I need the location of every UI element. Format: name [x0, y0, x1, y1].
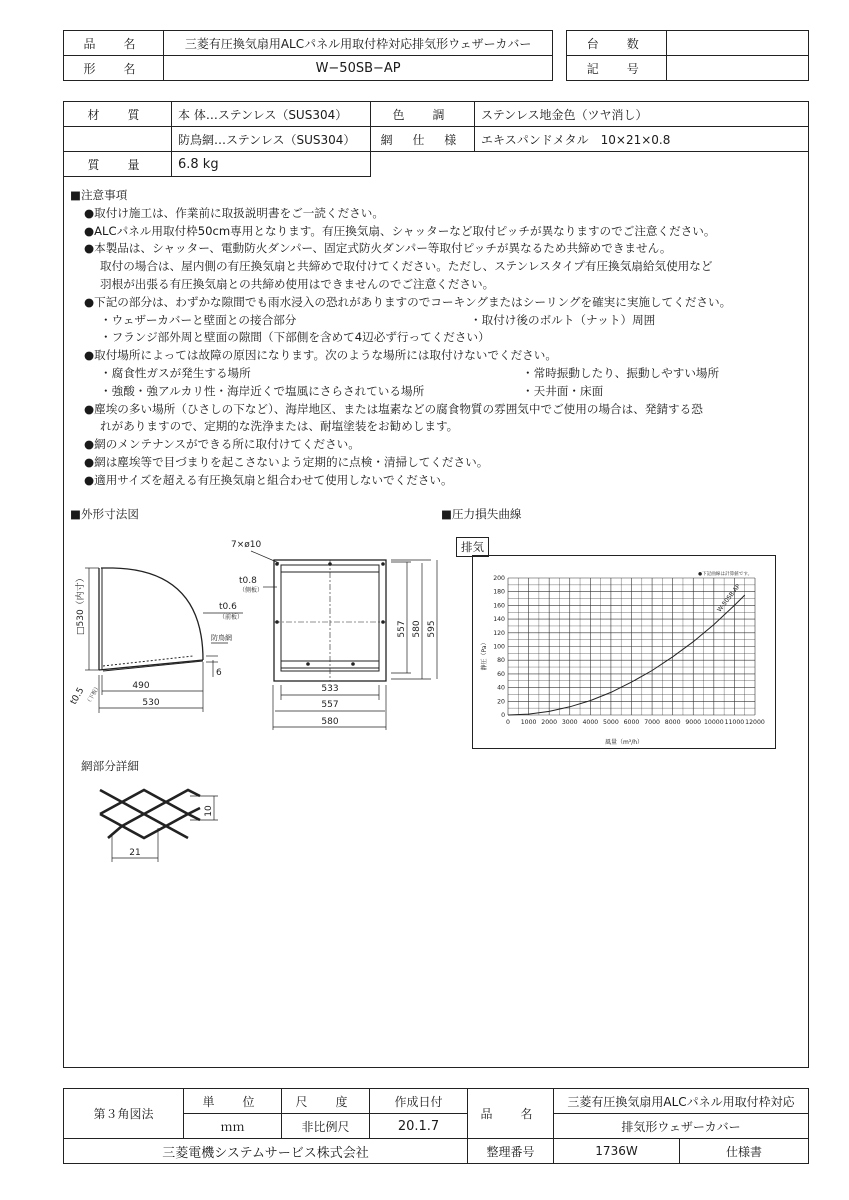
- y-tick-label: 0: [501, 712, 505, 719]
- note-5d: ・天井面・床面: [522, 383, 604, 398]
- label-net: 防鳥網: [211, 634, 232, 642]
- x-tick-label: 7000: [644, 719, 660, 726]
- note-7: ●網のメンテナンスができる所に取付けてください。: [84, 437, 360, 452]
- footer-scale-value: 非比例尺: [282, 1114, 370, 1139]
- hole-5: [381, 620, 385, 624]
- y-tick-label: 160: [493, 602, 505, 610]
- material-label-cont: [64, 127, 172, 152]
- dim-490: 490: [132, 681, 150, 691]
- net-detail-drawing: [90, 778, 230, 868]
- x-tick-label: 8000: [664, 719, 681, 726]
- note-4-row: [70, 312, 805, 330]
- x-tick-label: 1000: [520, 719, 537, 726]
- footer-company: 三菱電機システムサービス株式会社: [64, 1139, 468, 1164]
- footer-table: [63, 1088, 809, 1164]
- series-line-w50sbap: [508, 595, 745, 715]
- chart-box-label: 排気: [456, 537, 489, 557]
- dim-530: 530: [142, 698, 160, 708]
- notes-section: [70, 187, 805, 490]
- chart-grid: [508, 578, 755, 715]
- side-hood-curve: [101, 568, 203, 660]
- x-tick-label: 12000: [745, 719, 765, 726]
- daisu-label: 台 数: [567, 31, 667, 56]
- y-tick-label: 200: [493, 575, 505, 582]
- x-tick-label: 10000: [703, 719, 724, 726]
- note-6b: れがありますので、定期的な洗浄または、耐塩塗装をお勧めします。: [100, 419, 459, 434]
- color-value: ステンレス地金色（ツヤ消し）: [475, 102, 809, 127]
- footer-name-line1: 三菱有圧換気扇用ALCパネル用取付枠対応: [554, 1089, 809, 1114]
- y-tick-label: 60: [497, 670, 505, 678]
- x-tick-label: 6000: [623, 719, 640, 726]
- dim-v580: 580: [412, 620, 422, 638]
- hinmei-label: 品 名: [64, 31, 164, 56]
- net-label: 網 仕 様: [371, 127, 475, 152]
- dim-v557: 557: [397, 620, 407, 638]
- hole-1: [275, 562, 279, 566]
- net-strand-2: [100, 802, 200, 814]
- dim-533: 533: [321, 684, 339, 694]
- dim-t05-note: （下板）: [85, 683, 102, 706]
- note-2: ●ALCパネル用取付枠50cm専用となります。有圧換気扇、シャッターなど取付ピッチが異なりますのでご注意ください。: [84, 223, 716, 238]
- note-4: ●下記の部分は、わずかな隙間でも雨水浸入の恐れがありますのでコーキングまたはシーリングを確実に実施してください。: [84, 294, 732, 309]
- dim-v595: 595: [427, 620, 437, 638]
- header-table: [63, 30, 809, 81]
- footer-unit-label: 単 位: [184, 1089, 282, 1114]
- dim-inner: □530（内寸）: [76, 573, 86, 635]
- material-body: 本 体…ステンレス（SUS304）: [172, 102, 371, 127]
- side-net-line: [103, 656, 193, 666]
- dim-holes: 7×ø10: [231, 540, 262, 550]
- note-1: ●取付け施工は、作業前に取扱説明書をご一読ください。: [84, 205, 384, 220]
- chart-title: ■圧力損失曲線: [441, 507, 522, 521]
- dim-t08-note: （側板）: [239, 587, 264, 594]
- y-tick-label: 80: [497, 657, 505, 665]
- note-4a: ・ウェザーカバーと壁面との接合部分: [100, 312, 297, 327]
- net-value: エキスパンドメタル 10×21×0.8: [475, 127, 809, 152]
- drawing-title: ■外形寸法図: [70, 507, 139, 521]
- note-5: ●取付場所によっては故障の原因になります。次のような場所には取付けないでください。: [84, 348, 557, 363]
- y-tick-label: 140: [493, 616, 505, 624]
- note-5a: ・腐食性ガスが発生する場所: [100, 365, 251, 380]
- footer-name-label: 品 名: [468, 1089, 554, 1139]
- hole-4: [275, 620, 279, 624]
- net-strand-1: [100, 790, 200, 802]
- net-strand-4: [108, 826, 188, 838]
- net-detail-title: 網部分詳細: [81, 759, 139, 773]
- x-tick-label: 3000: [561, 719, 578, 726]
- side-bottom-inner: [103, 661, 203, 671]
- mass-value: 6.8 kg: [172, 152, 371, 177]
- hole-6: [306, 662, 310, 666]
- dim-t08: t0.8: [239, 576, 257, 586]
- note-3c: 羽根が出張る有圧換気扇との共締め使用はできませんのでご注意ください。: [100, 276, 495, 291]
- dim-t06-note: （前板）: [219, 614, 244, 621]
- x-tick-label: 9000: [685, 719, 702, 726]
- notes-title: ■注意事項: [70, 188, 128, 202]
- dim-557: 557: [321, 700, 339, 710]
- note-9: ●適用サイズを超える有圧換気扇と組合わせて使用しないでください。: [84, 472, 453, 487]
- hole-7: [351, 662, 355, 666]
- header-gap-2: [553, 56, 567, 81]
- chart-ylabel: 静圧（Pa）: [481, 639, 488, 671]
- y-tick-label: 120: [493, 629, 505, 637]
- material-net: 防鳥網…ステンレス（SUS304）: [172, 127, 371, 152]
- chart-note: ●下記曲線は計算値です。: [698, 572, 753, 577]
- x-tick-label: 11000: [724, 719, 745, 726]
- footer-ref-value: 1736W: [554, 1139, 680, 1164]
- dim-t06: t0.6: [219, 602, 237, 612]
- series-label: W-50SB-AP: [716, 583, 743, 614]
- hinmei-value: 三菱有圧換気扇用ALCパネル用取付枠対応排気形ウェザーカバー: [163, 31, 552, 56]
- y-tick-label: 40: [497, 684, 505, 692]
- x-tick-label: 2000: [541, 719, 558, 726]
- footer-angle: 第３角図法: [64, 1089, 184, 1139]
- note-5b: ・常時振動したり、振動しやすい場所: [522, 365, 720, 380]
- note-4b: ・取付け後のボルト（ナット）周囲: [470, 312, 656, 327]
- footer-date-value: 20.1.7: [370, 1114, 468, 1139]
- side-bottom: [99, 660, 203, 670]
- y-tick-label: 20: [497, 698, 505, 706]
- kigo-value: [667, 56, 809, 81]
- footer-scale-label: 尺 度: [282, 1089, 370, 1114]
- note-3b: 取付の場合は、屋内側の有圧換気扇と共締めで取付けてください。ただし、ステンレスタイプ有圧換気扇給気使用など: [100, 259, 713, 274]
- note-4c: ・フランジ部外周と壁面の隙間（下部側を含めて4辺必ず行ってください）: [100, 330, 490, 345]
- katamei-value: W−50SB−AP: [163, 56, 552, 81]
- katamei-label: 形 名: [64, 56, 164, 81]
- note-5-row1: [70, 365, 805, 383]
- footer-name-line2: 排気形ウェザーカバー: [554, 1114, 809, 1139]
- daisu-value: [667, 31, 809, 56]
- mass-label: 質 量: [64, 152, 172, 177]
- pressure-loss-chart: [472, 555, 776, 749]
- x-tick-label: 4000: [582, 719, 599, 726]
- dim-t05: t0.5: [68, 686, 87, 707]
- dim-6: 6: [216, 668, 222, 678]
- chart-xlabel: 風量（m³/h）: [604, 739, 644, 746]
- note-8: ●網は塵埃等で目づまりを起こさないよう定期的に点検・清掃してください。: [84, 454, 489, 469]
- footer-unit-value: ｍｍ: [184, 1114, 282, 1139]
- note-6a: ●塵埃の多い場所（ひさしの下など）、海岸地区、または塩素などの腐食物質の雰囲気中でご使用の場合は、発錆する恐: [84, 401, 703, 416]
- net-dim-10: 10: [204, 805, 214, 817]
- net-strand-3: [100, 814, 200, 826]
- spec-table: [63, 101, 809, 177]
- color-label: 色 調: [371, 102, 475, 127]
- x-tick-label: 0: [506, 719, 510, 726]
- kigo-label: 記 号: [567, 56, 667, 81]
- y-tick-label: 180: [493, 588, 505, 596]
- y-tick-label: 100: [493, 643, 505, 651]
- outline-drawing: [63, 525, 443, 740]
- header-gap: [553, 31, 567, 56]
- material-label: 材 質: [64, 102, 172, 127]
- note-5-row2: [70, 383, 805, 401]
- hole-2: [328, 562, 332, 566]
- x-tick-label: 5000: [603, 719, 619, 726]
- spec-blank: [371, 152, 809, 177]
- footer-ref-label: 整理番号: [468, 1139, 554, 1164]
- footer-doc-type: 仕様書: [680, 1139, 809, 1164]
- footer-date-label: 作成日付: [370, 1089, 468, 1114]
- note-3a: ●本製品は、シャッター、電動防火ダンパー、固定式防火ダンパー等取付ピッチが異なるため共締めできません。: [84, 241, 672, 256]
- note-5c: ・強酸・強アルカリ性・海岸近くで塩風にさらされている場所: [100, 383, 425, 398]
- hole-3: [381, 562, 385, 566]
- dim-580: 580: [321, 717, 339, 727]
- net-dim-21: 21: [129, 848, 141, 858]
